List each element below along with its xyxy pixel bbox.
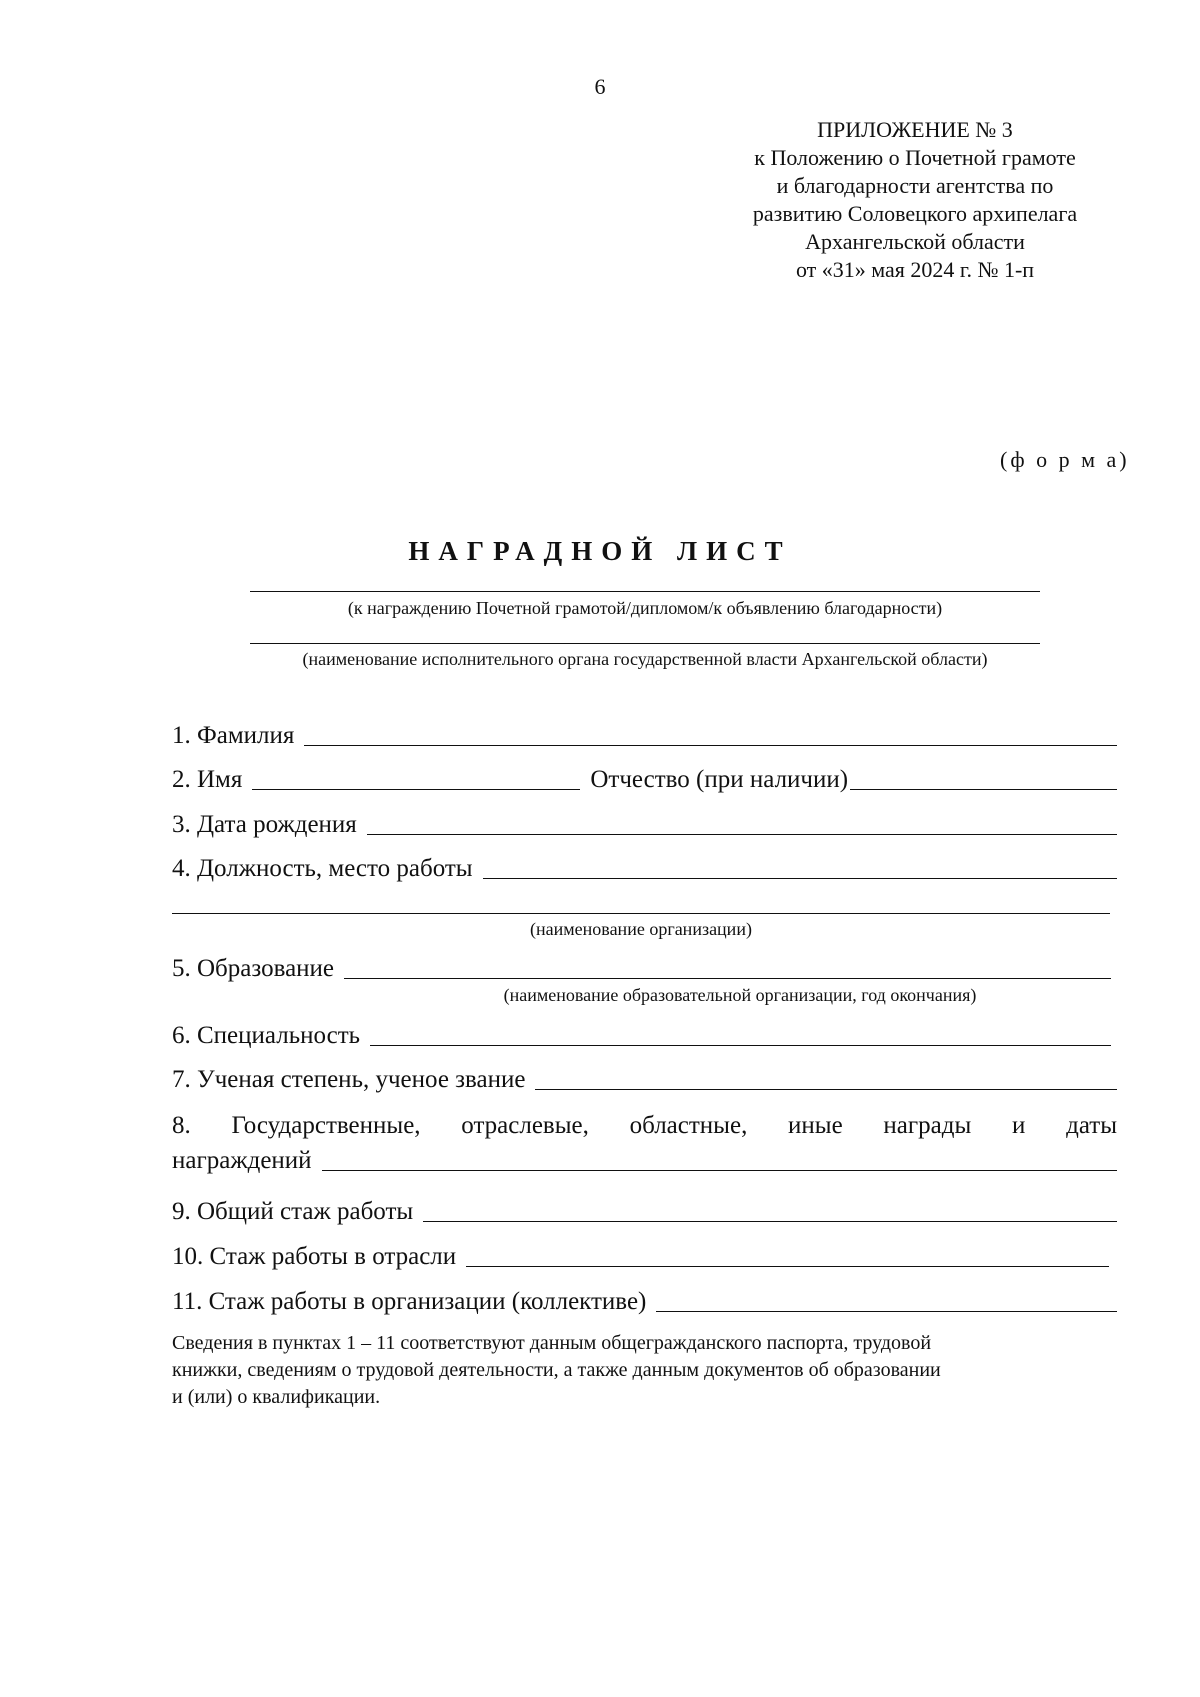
specialty-label: 6. Специальность bbox=[172, 1022, 361, 1049]
total-experience-label: 9. Общий стаж работы bbox=[172, 1198, 414, 1225]
field-awards bbox=[172, 1143, 1117, 1175]
total-experience-input-line[interactable] bbox=[423, 1221, 1117, 1222]
authority-caption: (наименование исполнительного органа государственной власти Архангельской области) bbox=[302, 649, 988, 669]
footnote-line: Сведения в пунктах 1 – 11 соответствуют данным общегражданского паспорта, трудовой bbox=[172, 1332, 932, 1354]
form-mark: (ф о р м а) bbox=[1000, 447, 1130, 472]
field-industry-experience bbox=[172, 1239, 1117, 1271]
appendix-line: от «31» мая 2024 г. № 1-п bbox=[795, 257, 1035, 282]
name-input-line[interactable] bbox=[252, 789, 580, 790]
name-label: 2. Имя bbox=[172, 766, 243, 793]
appendix-line: развитию Соловецкого архипелага bbox=[752, 201, 1078, 226]
field-education bbox=[172, 951, 1117, 983]
education-label: 5. Образование bbox=[172, 955, 335, 982]
footnote-line: и (или) о квалификации. bbox=[172, 1386, 381, 1408]
appendix-header bbox=[740, 116, 1090, 284]
field-org-experience bbox=[172, 1284, 1117, 1316]
field-total-experience bbox=[172, 1194, 1117, 1226]
footnote-line: книжки, сведениям о трудовой деятельности, а также данным документов об образовании bbox=[172, 1359, 941, 1381]
field-birth-date bbox=[172, 807, 1117, 839]
document-title: НАГРАДНОЙ ЛИСТ bbox=[408, 536, 792, 566]
footnote bbox=[172, 1330, 1117, 1411]
field-degree bbox=[172, 1062, 1117, 1094]
org-experience-input-line[interactable] bbox=[656, 1311, 1117, 1312]
appendix-line: Архангельской области bbox=[805, 229, 1025, 254]
appendix-line: к Положению о Почетной грамоте bbox=[754, 145, 1076, 170]
page-number: 6 bbox=[594, 74, 606, 99]
patronymic-input-line[interactable] bbox=[850, 789, 1117, 790]
awards-input-line[interactable] bbox=[322, 1170, 1117, 1171]
organization-line[interactable] bbox=[172, 913, 1110, 914]
appendix-line: и благодарности агентства по bbox=[776, 173, 1054, 198]
surname-input-line[interactable] bbox=[304, 745, 1117, 746]
position-label: 4. Должность, место работы bbox=[172, 855, 473, 882]
industry-experience-input-line[interactable] bbox=[466, 1266, 1109, 1267]
degree-input-line[interactable] bbox=[535, 1089, 1117, 1090]
award-type-caption: (к награждению Почетной грамотой/дипломом/к объявлению благодарности) bbox=[347, 598, 943, 618]
education-caption: (наименование образовательной организации, год окончания) bbox=[503, 985, 977, 1005]
award-type-line[interactable] bbox=[250, 591, 1040, 592]
patronymic-label: Отчество (при наличии) bbox=[590, 766, 849, 793]
field-surname bbox=[172, 718, 1117, 750]
org-experience-label: 11. Стаж работы в организации (коллективе) bbox=[172, 1288, 647, 1315]
position-input-line[interactable] bbox=[483, 878, 1117, 879]
education-input-line[interactable] bbox=[344, 978, 1111, 979]
specialty-input-line[interactable] bbox=[370, 1045, 1111, 1046]
appendix-line: ПРИЛОЖЕНИЕ № 3 bbox=[817, 117, 1013, 142]
awards-label: награждений bbox=[172, 1147, 312, 1174]
field-name bbox=[172, 762, 1117, 794]
field-awards-heading: 8. Государственные, отраслевые, областные, иные награды и даты bbox=[172, 1112, 1117, 1139]
birth-date-input-line[interactable] bbox=[367, 834, 1117, 835]
degree-label: 7. Ученая степень, ученое звание bbox=[172, 1066, 526, 1093]
field-position bbox=[172, 851, 1117, 883]
industry-experience-label: 10. Стаж работы в отрасли bbox=[172, 1243, 457, 1270]
surname-label: 1. Фамилия bbox=[172, 722, 295, 749]
organization-caption: (наименование организации) bbox=[530, 919, 752, 939]
field-specialty bbox=[172, 1018, 1117, 1050]
birth-date-label: 3. Дата рождения bbox=[172, 811, 357, 838]
authority-line[interactable] bbox=[250, 643, 1040, 644]
